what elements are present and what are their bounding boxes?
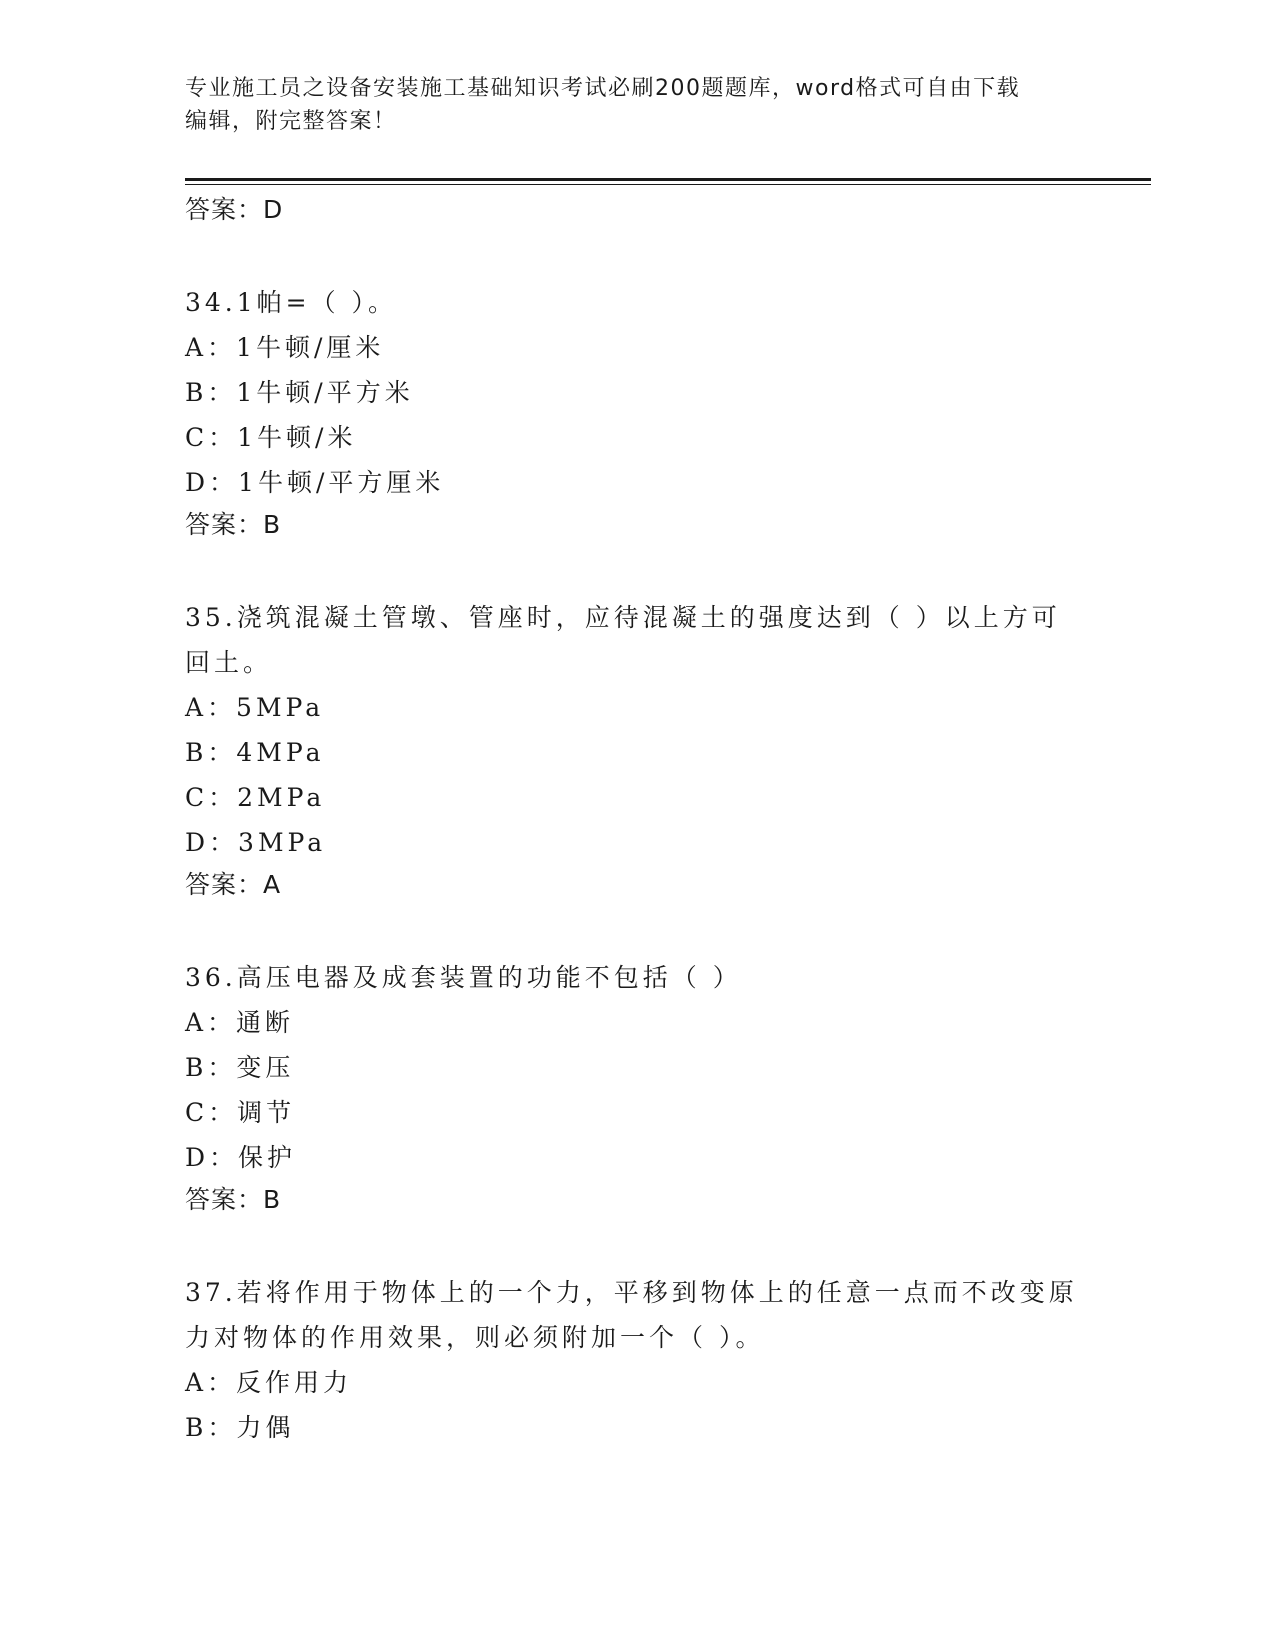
question-34-option-c: C：1牛顿/米	[185, 423, 357, 452]
document-header	[185, 72, 1085, 138]
question-36: 36.高压电器及成套装置的功能不包括（ ）	[185, 963, 742, 992]
question-36-option-c: C：调节	[185, 1098, 296, 1127]
header-divider-thin	[185, 184, 1151, 185]
question-34: 34.1帕=（ ）。	[185, 288, 398, 317]
question-35: 35.浇筑混凝土管墩、管座时，应待混凝土的强度达到（ ）以上方可回土。	[185, 603, 1061, 677]
answer-33: 答案：D	[185, 195, 284, 224]
question-34-option-b: B：1牛顿/平方米	[185, 378, 414, 407]
question-35-option-d: D：3MPa	[185, 828, 327, 857]
question-36-option-d: D：保护	[185, 1143, 297, 1172]
header-line-2: 编辑，附完整答案！	[185, 109, 397, 134]
question-34-option-a: A：1牛顿/厘米	[185, 333, 385, 362]
question-37: 37.若将作用于物体上的一个力，平移到物体上的任意一点而不改变原力对物体的作用效果，则必须附加一个（ ）。	[185, 1278, 1078, 1352]
question-37-option-b: B：力偶	[185, 1413, 295, 1442]
question-34-option-d: D：1牛顿/平方厘米	[185, 468, 445, 497]
question-35-option-c: C：2MPa	[185, 783, 326, 812]
header-divider-thick	[185, 178, 1151, 181]
question-35-option-a: A：5MPa	[185, 693, 325, 722]
answer-34: 答案：B	[185, 510, 282, 539]
question-37-option-a: A：反作用力	[185, 1368, 353, 1397]
question-list	[185, 190, 1085, 1450]
question-36-option-b: B：变压	[185, 1053, 295, 1082]
question-35-option-b: B：4MPa	[185, 738, 325, 767]
header-line-1: 专业施工员之设备安装施工基础知识考试必刷200题题库，word格式可自由下载	[185, 76, 1021, 101]
answer-36: 答案：B	[185, 1185, 282, 1214]
question-36-option-a: A：通断	[185, 1008, 295, 1037]
answer-35: 答案：A	[185, 870, 282, 899]
